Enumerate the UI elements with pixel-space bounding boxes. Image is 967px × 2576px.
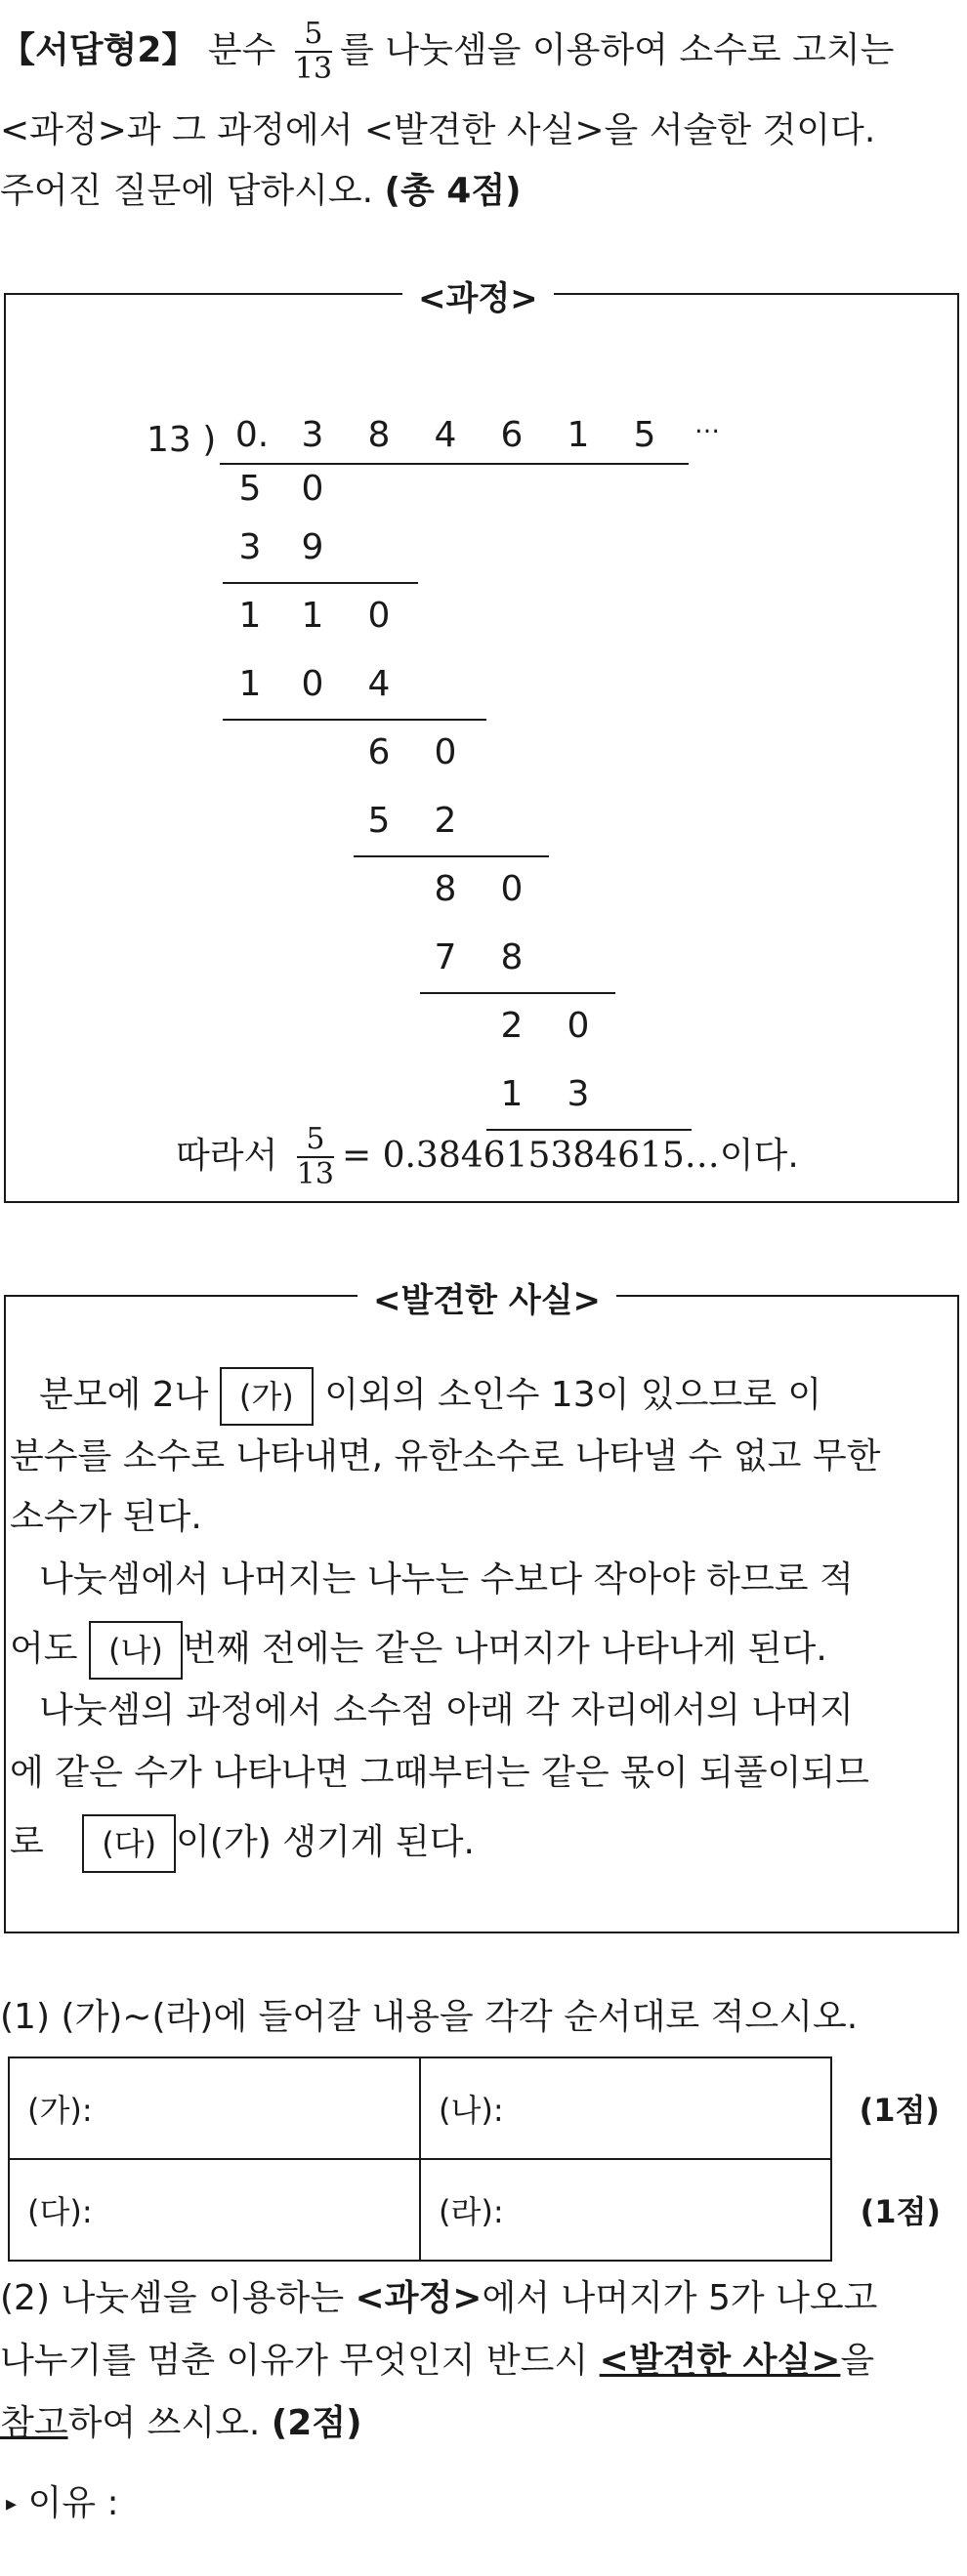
quotient-digit: 5 bbox=[633, 415, 656, 455]
fraction-denominator: 13 bbox=[294, 52, 333, 86]
step-digit: 0 bbox=[367, 596, 391, 636]
blank-da: (다) bbox=[82, 1814, 176, 1873]
discovery-text: 이(가) 생기게 된다. bbox=[176, 1822, 475, 1862]
step-digit: 1 bbox=[500, 1074, 524, 1114]
conclusion-value: = 0.384615384615… bbox=[341, 1136, 720, 1176]
conclusion-before: 따라서 bbox=[176, 1136, 278, 1176]
step-digit: 7 bbox=[434, 937, 457, 977]
quotient-digit: 3 bbox=[301, 415, 324, 455]
question2-text: 을 bbox=[840, 2341, 875, 2381]
process-box-title: <과정> bbox=[402, 271, 554, 319]
quotient-digit: 8 bbox=[367, 415, 391, 455]
answer-cell-na[interactable]: (나): bbox=[420, 2057, 831, 2159]
blank-ga: (가) bbox=[220, 1367, 314, 1426]
step-digit: 4 bbox=[367, 664, 391, 704]
question2-underline: <발견한 사실> bbox=[599, 2341, 841, 2381]
fraction-numerator: 5 bbox=[304, 17, 323, 51]
step-digit: 0 bbox=[301, 664, 324, 704]
step-digit: 2 bbox=[434, 801, 457, 841]
step-digit: 6 bbox=[367, 732, 391, 772]
discovery-text: 어도 bbox=[10, 1629, 78, 1669]
question2-bold: <과정> bbox=[355, 2278, 483, 2318]
quotient-digit: 1 bbox=[567, 415, 590, 455]
question1-text: (1) (가)~(라)에 들어갈 내용을 각각 순서대로 적으시오. bbox=[0, 1997, 859, 2037]
answer-cell-da[interactable]: (다): bbox=[9, 2159, 420, 2261]
intro-after: 를 나눗셈을 이용하여 소수로 고치는 bbox=[340, 30, 895, 70]
step-digit: 1 bbox=[238, 664, 262, 704]
step-digit: 8 bbox=[434, 869, 457, 909]
reason-line bbox=[6, 2480, 119, 2528]
question2-text: 에서 나머지가 5가 나오고 bbox=[482, 2278, 878, 2318]
discovery-text: 분모에 2나 bbox=[39, 1375, 209, 1415]
reason-label[interactable]: 이유 : bbox=[27, 2483, 119, 2523]
discovery-text: 번째 전에는 같은 나머지가 나타나게 된다. bbox=[182, 1629, 827, 1669]
discovery-line bbox=[39, 1367, 821, 1426]
answer-table bbox=[8, 2057, 955, 2262]
discovery-line: 나눗셈에서 나머지는 나누는 수보다 작아야 하므로 적 bbox=[39, 1559, 854, 1600]
step-digit: 1 bbox=[301, 596, 324, 636]
instruction-text: 주어진 질문에 답하시오. bbox=[0, 171, 374, 211]
divisor: 13 ) bbox=[147, 420, 217, 460]
question2-points: (2점) bbox=[271, 2403, 362, 2443]
subtraction-line bbox=[223, 719, 486, 721]
long-division bbox=[0, 0, 967, 1211]
step-digit: 8 bbox=[500, 937, 524, 977]
conclusion-after: 이다. bbox=[719, 1136, 799, 1176]
answer-row bbox=[9, 2057, 954, 2159]
step-digit: 3 bbox=[238, 527, 262, 567]
discovery-line bbox=[10, 1814, 475, 1873]
answer-row bbox=[9, 2159, 954, 2261]
subtraction-line bbox=[420, 992, 615, 994]
subtraction-line bbox=[354, 855, 549, 857]
discovery-line: 소수가 된다. bbox=[10, 1497, 202, 1537]
step-digit: 2 bbox=[500, 1006, 524, 1046]
fraction-numerator: 5 bbox=[306, 1122, 325, 1156]
intro-before: 분수 bbox=[207, 30, 276, 70]
quotient-digit: 4 bbox=[434, 415, 457, 455]
question2-underline: 참고 bbox=[0, 2403, 68, 2443]
division-bar bbox=[220, 463, 689, 465]
quotient-digit: 6 bbox=[500, 415, 524, 455]
step-digit: 1 bbox=[238, 596, 262, 636]
points-label: (1점) bbox=[859, 2092, 940, 2129]
process-conclusion bbox=[176, 1123, 799, 1191]
answer-cell-ra[interactable]: (라): bbox=[420, 2159, 831, 2261]
discovery-line bbox=[10, 1621, 827, 1680]
question-header-line2: <과정>과 그 과정에서 <발견한 사실>을 서술한 것이다. bbox=[0, 110, 876, 150]
step-digit: 0 bbox=[434, 732, 457, 772]
question2-line2 bbox=[0, 2338, 874, 2385]
question2-text: (2) 나눗셈을 이용하는 bbox=[0, 2278, 345, 2318]
step-digit: 0 bbox=[301, 469, 324, 509]
fraction-denominator: 13 bbox=[296, 1157, 334, 1191]
question2-text: 나누기를 멈춘 이유가 무엇인지 반드시 bbox=[0, 2341, 589, 2381]
question2-line1 bbox=[0, 2275, 877, 2322]
question2-line3 bbox=[0, 2400, 362, 2447]
step-digit: 5 bbox=[367, 801, 391, 841]
question2-text: 하여 쓰시오. bbox=[67, 2403, 261, 2443]
quotient-digit: 0. bbox=[234, 415, 270, 455]
triangle-bullet-icon: ▸ bbox=[6, 2492, 18, 2516]
discovery-line: 에 같은 수가 나타나면 그때부터는 같은 몫이 되풀이되므 bbox=[10, 1753, 869, 1793]
blank-na: (나) bbox=[89, 1621, 183, 1680]
total-points: (총 4점) bbox=[384, 171, 522, 211]
step-digit: 0 bbox=[500, 869, 524, 909]
discovery-text: 로 bbox=[10, 1822, 44, 1862]
answer-cell-ga[interactable]: (가): bbox=[9, 2057, 420, 2159]
step-digit: 0 bbox=[567, 1006, 590, 1046]
step-digit: 5 bbox=[238, 469, 262, 509]
subtraction-line bbox=[223, 582, 418, 584]
step-digit: 3 bbox=[567, 1074, 590, 1114]
points-label: (1점) bbox=[860, 2193, 941, 2230]
discovery-box-title: <발견한 사실> bbox=[357, 1273, 616, 1321]
discovery-line: 분수를 소수로 나타내면, 유한소수로 나타낼 수 없고 무한 bbox=[10, 1436, 881, 1476]
step-digit: 9 bbox=[301, 527, 324, 567]
question-tag: 【서답형2】 bbox=[0, 30, 197, 70]
discovery-text: 이외의 소인수 13이 있으므로 이 bbox=[324, 1375, 822, 1415]
quotient-ellipsis: … bbox=[694, 410, 720, 439]
discovery-line: 나눗셈의 과정에서 소수점 아래 각 자리에서의 나머지 bbox=[39, 1690, 854, 1730]
conclusion-fraction bbox=[297, 1123, 334, 1191]
